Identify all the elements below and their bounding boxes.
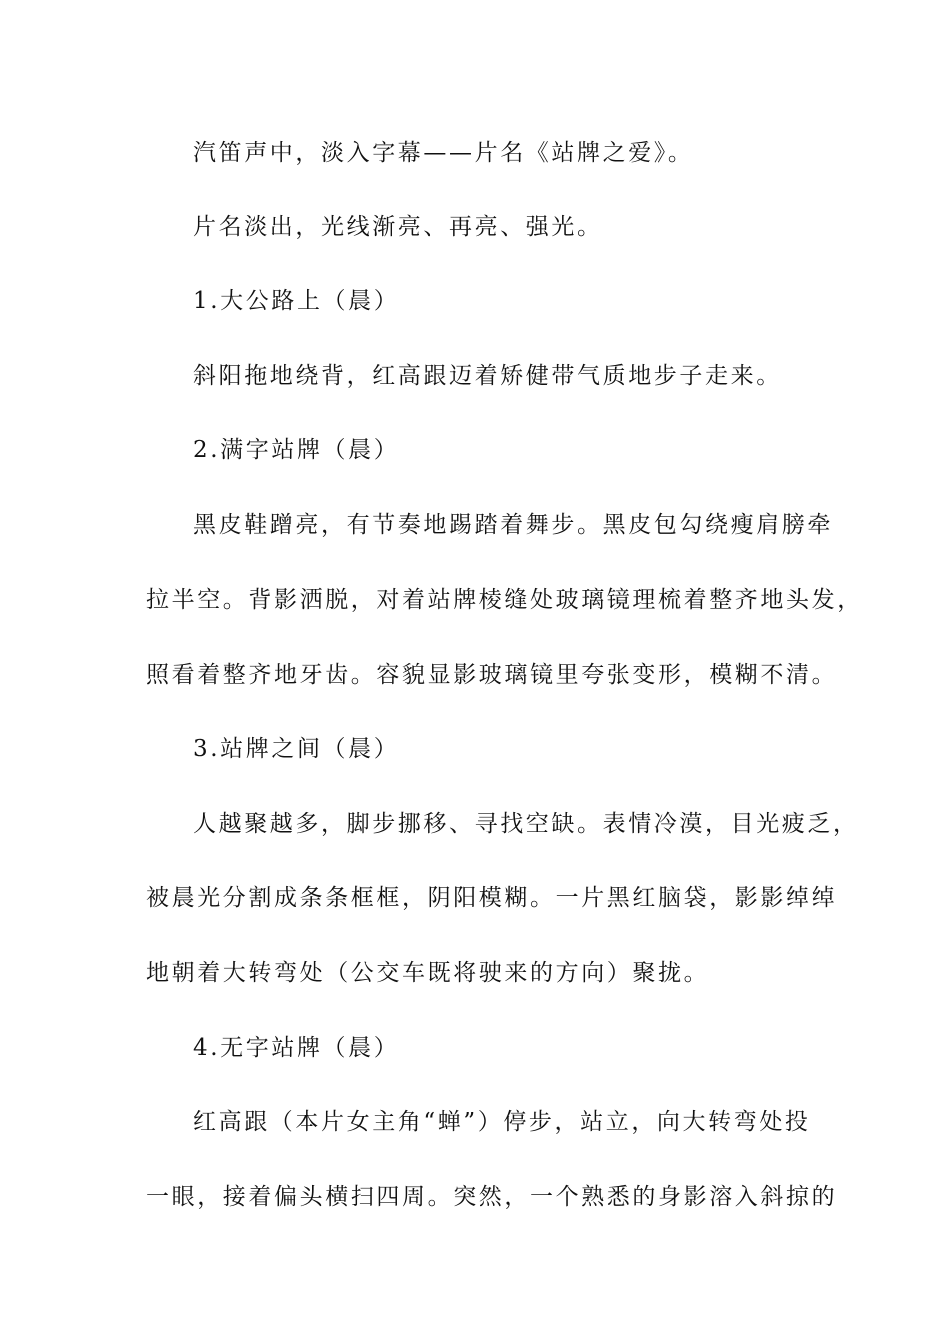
text-line-scene-3-a: 人越聚越多，脚步挪移、寻找空缺。表情冷漠，目光疲乏，: [193, 811, 859, 837]
text-line-scene-2-a: 黑皮鞋蹭亮，有节奏地踢踏着舞步。黑皮包勾绕瘦肩膀牵: [193, 512, 833, 538]
text-line-scene-4-b: 一眼，接着偏头横扫四周。突然，一个熟悉的身影溶入斜掠的: [146, 1184, 838, 1210]
scene-heading-4: 4.无字站牌（晨）: [193, 1035, 400, 1061]
text-line-scene-3-b: 被晨光分割成条条框框，阴阳模糊。一片黑红脑袋，影影绰绰: [146, 885, 838, 911]
text-line-title-fade-out: 片名淡出，光线渐亮、再亮、强光。: [193, 214, 603, 240]
scene-heading-3: 3.站牌之间（晨）: [193, 736, 400, 762]
scene-heading-2: 2.满字站牌（晨）: [193, 437, 400, 463]
text-line-scene-3-c: 地朝着大转弯处（公交车既将驶来的方向）聚拢。: [146, 960, 710, 986]
text-line-title-fade-in: 汽笛声中，淡入字幕——片名《站牌之爱》。: [193, 140, 694, 166]
text-line-scene-4-a: 红高跟（本片女主角“蝉”）停步，站立，向大转弯处投: [193, 1109, 811, 1135]
text-line-scene-2-b: 拉半空。背影洒脱，对着站牌棱缝处玻璃镜理梳着整齐地头发，: [146, 587, 863, 613]
text-line-scene-1: 斜阳拖地绕背，红高跟迈着矫健带气质地步子走来。: [193, 363, 782, 389]
scene-heading-1: 1.大公路上（晨）: [193, 288, 400, 314]
text-line-scene-2-c: 照看着整齐地牙齿。容貌显影玻璃镜里夸张变形，模糊不清。: [146, 662, 838, 688]
